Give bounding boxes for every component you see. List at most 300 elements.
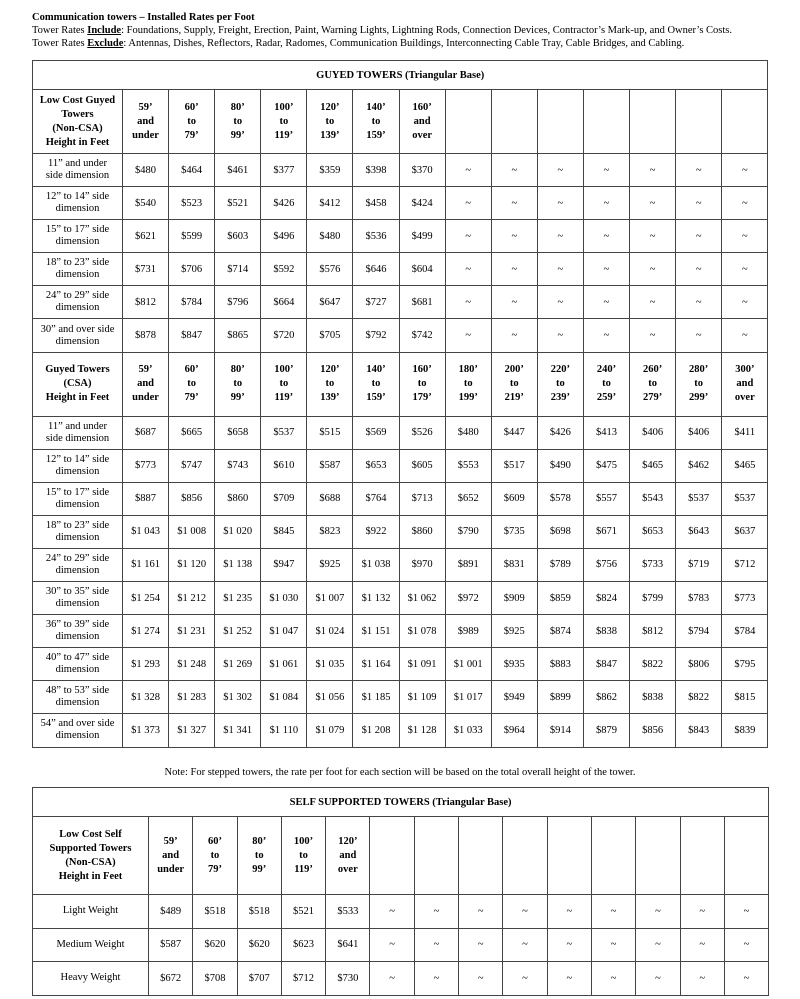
guyed-noncsa-rate-cell: ~ xyxy=(630,187,676,220)
guyed-csa-rate-cell: $964 xyxy=(491,714,537,747)
guyed-csa-height-range xyxy=(307,352,353,416)
selfsup-rate-cell: $730 xyxy=(326,962,370,996)
selfsup-rate-cell: $587 xyxy=(149,928,193,962)
guyed-csa-rate-cell: $543 xyxy=(630,482,676,515)
selfsup-label-line: Supported Towers xyxy=(49,842,132,854)
guyed-csa-height-line: 100’ xyxy=(274,364,294,376)
guyed-noncsa-rate-cell: ~ xyxy=(445,187,491,220)
guyed-csa-rate-cell: $856 xyxy=(630,714,676,747)
guyed-noncsa-row-label xyxy=(33,220,123,253)
guyed-csa-rate-cell: $1 020 xyxy=(215,515,261,548)
guyed-noncsa-rate-cell: $878 xyxy=(123,319,169,352)
guyed-csa-height-range xyxy=(169,352,215,416)
include-line: Tower Rates Include: Foundations, Supply, Freight, Erection, Paint, Warning Lights, Lightning Rods, Connection Devices, Contractor’s Mark-up, and Owner’s Costs. xyxy=(32,25,733,36)
guyed-csa-rate-cell: $1 061 xyxy=(261,648,307,681)
guyed-csa-row-label xyxy=(33,548,123,581)
guyed-csa-height-range xyxy=(491,352,537,416)
guyed-csa-rate-cell: $735 xyxy=(491,515,537,548)
guyed-csa-rate-cell: $845 xyxy=(261,515,307,548)
guyed-noncsa-rate-cell: $536 xyxy=(353,220,399,253)
guyed-noncsa-rate-cell: ~ xyxy=(676,319,722,352)
guyed-noncsa-rate-cell: ~ xyxy=(676,286,722,319)
guyed-csa-rate-cell: $1 033 xyxy=(445,714,491,747)
guyed-csa-rate-cell: $1 084 xyxy=(261,681,307,714)
selfsup-label-line: (Non-CSA) xyxy=(65,856,116,868)
guyed-csa-row-label xyxy=(33,515,123,548)
guyed-noncsa-rate-cell: $784 xyxy=(169,286,215,319)
guyed-noncsa-rate-cell: ~ xyxy=(445,286,491,319)
selfsup-height-range xyxy=(193,817,237,895)
guyed-noncsa-height-range xyxy=(399,90,445,154)
guyed-csa-rate-cell: $1 274 xyxy=(123,615,169,648)
selfsup-row-label-line: Medium Weight xyxy=(56,938,125,950)
selfsup-rate-cell: ~ xyxy=(459,895,503,929)
guyed-csa-rate-cell: $1 212 xyxy=(169,582,215,615)
guyed-csa-row-label-line: dimension xyxy=(55,531,100,543)
guyed-csa-rate-cell: $970 xyxy=(399,548,445,581)
guyed-noncsa-height-line: 119’ xyxy=(274,129,294,141)
guyed-csa-height-range xyxy=(261,352,307,416)
guyed-noncsa-rate-cell: ~ xyxy=(445,220,491,253)
guyed-noncsa-rate-cell: ~ xyxy=(676,220,722,253)
guyed-noncsa-rate-cell: $458 xyxy=(353,187,399,220)
selfsup-rate-cell: $712 xyxy=(281,962,325,996)
guyed-title: GUYED TOWERS (Triangular Base) xyxy=(33,61,768,90)
guyed-noncsa-rate-cell: $792 xyxy=(353,319,399,352)
guyed-csa-rate-cell: $899 xyxy=(537,681,583,714)
selfsup-height-range xyxy=(547,817,591,895)
guyed-csa-rate-cell: $1 024 xyxy=(307,615,353,648)
guyed-csa-rate-cell: $1 302 xyxy=(215,681,261,714)
guyed-csa-height-line: to xyxy=(417,378,427,390)
selfsup-rate-cell: ~ xyxy=(370,928,414,962)
selfsup-rate-cell: $620 xyxy=(237,928,281,962)
selfsup-height-line: to xyxy=(254,849,264,861)
guyed-csa-rate-cell: $1 038 xyxy=(353,548,399,581)
guyed-csa-row-label-line: dimension xyxy=(55,697,100,709)
selfsup-rate-cell: $489 xyxy=(149,895,193,929)
selfsup-height-range xyxy=(414,817,458,895)
guyed-csa-rate-cell: $688 xyxy=(307,482,353,515)
guyed-csa-row-label xyxy=(33,416,123,449)
guyed-noncsa-row-label-line: 12” to 14” side xyxy=(45,191,110,203)
guyed-noncsa-height-range xyxy=(583,90,629,154)
guyed-csa-height-line: to xyxy=(463,378,473,390)
guyed-csa-rate-cell: $824 xyxy=(583,582,629,615)
guyed-noncsa-height-range xyxy=(307,90,353,154)
guyed-csa-rate-cell: $1 035 xyxy=(307,648,353,681)
guyed-noncsa-height-range xyxy=(353,90,399,154)
guyed-noncsa-height-range xyxy=(630,90,676,154)
guyed-csa-rate-cell: $643 xyxy=(676,515,722,548)
guyed-csa-rate-cell: $569 xyxy=(353,416,399,449)
guyed-csa-rate-cell: $687 xyxy=(123,416,169,449)
guyed-csa-rate-cell: $537 xyxy=(722,482,768,515)
guyed-noncsa-row-label-line: 24” to 29” side xyxy=(45,290,110,302)
guyed-csa-rate-cell: $406 xyxy=(676,416,722,449)
guyed-noncsa-rate-cell: $377 xyxy=(261,154,307,187)
guyed-csa-height-line: to xyxy=(187,378,197,390)
guyed-csa-rate-cell: $658 xyxy=(215,416,261,449)
selfsup-rate-cell: ~ xyxy=(680,962,724,996)
guyed-csa-rate-cell: $1 151 xyxy=(353,615,399,648)
guyed-noncsa-rate-cell: ~ xyxy=(491,220,537,253)
guyed-csa-height-line: 259’ xyxy=(596,392,617,404)
guyed-noncsa-row-label xyxy=(33,319,123,352)
exclude-line: Tower Rates Exclude: Antennas, Dishes, Reflectors, Radar, Radomes, Communication Buildings, Interconnecting Cable Tray, Cable Bridges, and Cabling. xyxy=(32,38,685,49)
guyed-csa-row-label-line: dimension xyxy=(55,598,100,610)
guyed-csa-rate-cell: $1 235 xyxy=(215,582,261,615)
guyed-csa-rate-cell: $1 110 xyxy=(261,714,307,747)
guyed-csa-rate-cell: $925 xyxy=(491,615,537,648)
guyed-csa-height-line: to xyxy=(694,378,704,390)
guyed-noncsa-rate-cell: ~ xyxy=(676,154,722,187)
guyed-noncsa-rate-cell: ~ xyxy=(630,286,676,319)
guyed-csa-rate-cell: $733 xyxy=(630,548,676,581)
guyed-csa-rate-cell: $860 xyxy=(399,515,445,548)
selfsup-rate-cell: ~ xyxy=(591,928,635,962)
guyed-csa-height-line: to xyxy=(509,378,519,390)
guyed-noncsa-rate-cell: $480 xyxy=(307,220,353,253)
selfsup-rate-cell: $518 xyxy=(193,895,237,929)
guyed-csa-rate-cell: $922 xyxy=(353,515,399,548)
guyed-noncsa-rate-cell: $496 xyxy=(261,220,307,253)
guyed-title-row xyxy=(33,61,768,90)
guyed-csa-row xyxy=(33,648,768,681)
guyed-noncsa-rate-cell: ~ xyxy=(630,220,676,253)
guyed-csa-rate-cell: $773 xyxy=(123,449,169,482)
guyed-csa-height-line: 119’ xyxy=(274,392,294,404)
guyed-csa-height-line: 279’ xyxy=(642,392,663,404)
guyed-csa-rate-cell: $587 xyxy=(307,449,353,482)
guyed-csa-rate-cell: $879 xyxy=(583,714,629,747)
guyed-csa-rate-cell: $1 269 xyxy=(215,648,261,681)
guyed-noncsa-height-line: under xyxy=(132,129,159,141)
guyed-noncsa-rate-cell: ~ xyxy=(491,319,537,352)
guyed-csa-height-line: 140’ xyxy=(366,364,386,376)
selfsup-row-label-line: Heavy Weight xyxy=(60,972,121,984)
guyed-noncsa-label-line: Low Cost Guyed xyxy=(39,94,116,106)
guyed-csa-height-line: and xyxy=(736,378,754,390)
selfsup-height-line: and xyxy=(162,849,180,861)
guyed-csa-row-label xyxy=(33,449,123,482)
guyed-csa-height-line: to xyxy=(371,378,381,390)
guyed-csa-rate-cell: $860 xyxy=(215,482,261,515)
guyed-csa-row xyxy=(33,714,768,747)
selfsup-rate-cell: $533 xyxy=(326,895,370,929)
guyed-noncsa-row-label xyxy=(33,253,123,286)
guyed-csa-rate-cell: $515 xyxy=(307,416,353,449)
selfsup-height-label xyxy=(33,817,149,895)
guyed-csa-rate-cell: $839 xyxy=(722,714,768,747)
guyed-csa-rate-cell: $1 030 xyxy=(261,582,307,615)
selfsup-rate-cell: ~ xyxy=(591,962,635,996)
guyed-noncsa-height-line: 99’ xyxy=(230,129,245,141)
guyed-csa-row-label-line: 36” to 39” side xyxy=(45,619,110,631)
guyed-csa-label-line: Guyed Towers xyxy=(45,364,110,376)
guyed-csa-row-label-line: dimension xyxy=(55,664,100,676)
guyed-csa-row-label-line: dimension xyxy=(55,631,100,643)
guyed-csa-height-line: 180’ xyxy=(458,364,478,376)
stepped-towers-note: Note: For stepped towers, the rate per foot for each section will be based on the total overall height of the tower. xyxy=(164,767,636,778)
guyed-csa-height-line: and xyxy=(137,378,155,390)
selfsup-height-range xyxy=(591,817,635,895)
guyed-csa-rate-cell: $610 xyxy=(261,449,307,482)
selfsup-height-line: 80’ xyxy=(252,835,267,847)
guyed-csa-rate-cell: $1 017 xyxy=(445,681,491,714)
guyed-csa-rate-cell: $1 254 xyxy=(123,582,169,615)
guyed-noncsa-height-range xyxy=(261,90,307,154)
guyed-csa-rate-cell: $838 xyxy=(630,681,676,714)
guyed-noncsa-rate-cell: $461 xyxy=(215,154,261,187)
guyed-noncsa-height-line: 159’ xyxy=(366,129,386,141)
guyed-csa-row xyxy=(33,449,768,482)
guyed-noncsa-row xyxy=(33,319,768,352)
guyed-csa-height-line: 60’ xyxy=(184,364,199,376)
guyed-noncsa-rate-cell: ~ xyxy=(537,319,583,352)
selfsup-rate-cell: ~ xyxy=(503,962,547,996)
guyed-csa-rate-cell: $874 xyxy=(537,615,583,648)
selfsup-height-line: and xyxy=(339,849,357,861)
selfsup-height-range xyxy=(281,817,325,895)
guyed-csa-rate-cell: $799 xyxy=(630,582,676,615)
guyed-csa-row-label-line: 18” to 23” side xyxy=(45,519,110,531)
guyed-csa-row-label-line: 24” to 29” side xyxy=(45,552,110,564)
guyed-csa-height-line: over xyxy=(734,392,755,404)
guyed-csa-row-label-line: 12” to 14” side xyxy=(45,453,110,465)
guyed-noncsa-rate-cell: $742 xyxy=(399,319,445,352)
guyed-noncsa-rate-cell: $796 xyxy=(215,286,261,319)
guyed-csa-rate-cell: $1 047 xyxy=(261,615,307,648)
guyed-csa-rate-cell: $806 xyxy=(676,648,722,681)
guyed-csa-height-range xyxy=(353,352,399,416)
selfsup-rate-cell: ~ xyxy=(503,928,547,962)
guyed-csa-row-label-line: 40” to 47” side xyxy=(45,652,110,664)
guyed-csa-rate-cell: $1 079 xyxy=(307,714,353,747)
guyed-csa-rate-cell: $862 xyxy=(583,681,629,714)
guyed-noncsa-rate-cell: ~ xyxy=(445,253,491,286)
guyed-csa-rate-cell: $557 xyxy=(583,482,629,515)
guyed-csa-row xyxy=(33,615,768,648)
guyed-noncsa-rate-cell: $647 xyxy=(307,286,353,319)
guyed-csa-rate-cell: $1 252 xyxy=(215,615,261,648)
selfsup-rate-cell: ~ xyxy=(459,962,503,996)
guyed-csa-row-label xyxy=(33,482,123,515)
guyed-csa-height-line: 239’ xyxy=(550,392,571,404)
selfsup-title: SELF SUPPORTED TOWERS (Triangular Base) xyxy=(33,788,769,817)
guyed-csa-rate-cell: $1 231 xyxy=(169,615,215,648)
guyed-csa-row xyxy=(33,681,768,714)
guyed-csa-height-line: 260’ xyxy=(642,364,663,376)
guyed-csa-height-line: 99’ xyxy=(230,392,245,404)
guyed-csa-height-range xyxy=(537,352,583,416)
guyed-noncsa-height-line: 59’ xyxy=(138,101,153,113)
guyed-noncsa-rate-cell: $604 xyxy=(399,253,445,286)
selfsup-rate-cell: $521 xyxy=(281,895,325,929)
guyed-csa-label-line: Height in Feet xyxy=(45,392,110,404)
guyed-csa-rate-cell: $665 xyxy=(169,416,215,449)
guyed-csa-rate-cell: $1 138 xyxy=(215,548,261,581)
guyed-csa-height-line: 240’ xyxy=(596,364,617,376)
guyed-noncsa-rate-cell: $480 xyxy=(123,154,169,187)
guyed-csa-header-row xyxy=(33,352,768,416)
selfsup-height-line: 120’ xyxy=(338,835,358,847)
guyed-csa-rate-cell: $859 xyxy=(537,582,583,615)
guyed-csa-rate-cell: $537 xyxy=(261,416,307,449)
guyed-csa-height-line: 199’ xyxy=(458,392,478,404)
selfsup-height-line: to xyxy=(299,849,308,861)
guyed-csa-rate-cell: $1 293 xyxy=(123,648,169,681)
guyed-noncsa-rate-cell: $464 xyxy=(169,154,215,187)
guyed-noncsa-row xyxy=(33,253,768,286)
selfsup-height-range xyxy=(680,817,724,895)
selfsup-height-range xyxy=(636,817,680,895)
selfsup-row-label xyxy=(33,895,149,929)
guyed-csa-row-label-line: side dimension xyxy=(45,432,110,444)
guyed-csa-rate-cell: $935 xyxy=(491,648,537,681)
guyed-noncsa-rate-cell: $521 xyxy=(215,187,261,220)
guyed-noncsa-rate-cell: $359 xyxy=(307,154,353,187)
guyed-csa-row xyxy=(33,515,768,548)
guyed-csa-rate-cell: $713 xyxy=(399,482,445,515)
selfsup-height-line: to xyxy=(210,849,220,861)
guyed-noncsa-height-line: 79’ xyxy=(184,129,199,141)
guyed-csa-height-range xyxy=(445,352,491,416)
guyed-noncsa-rate-cell: $621 xyxy=(123,220,169,253)
guyed-noncsa-rate-cell: ~ xyxy=(583,187,629,220)
guyed-csa-row-label-line: 11” and under xyxy=(47,420,108,432)
guyed-noncsa-height-line: 139’ xyxy=(320,129,340,141)
guyed-csa-row xyxy=(33,548,768,581)
selfsup-rate-cell: ~ xyxy=(724,962,768,996)
guyed-csa-height-line: 139’ xyxy=(320,392,340,404)
guyed-csa-rate-cell: $578 xyxy=(537,482,583,515)
guyed-csa-height-line: 200’ xyxy=(504,364,524,376)
selfsup-height-line: over xyxy=(337,863,358,875)
guyed-noncsa-rate-cell: ~ xyxy=(537,253,583,286)
guyed-noncsa-row-label xyxy=(33,187,123,220)
guyed-csa-rate-cell: $462 xyxy=(676,449,722,482)
guyed-noncsa-row-label-line: dimension xyxy=(55,236,100,248)
guyed-noncsa-rate-cell: $847 xyxy=(169,319,215,352)
guyed-csa-rate-cell: $517 xyxy=(491,449,537,482)
guyed-noncsa-rate-cell: $603 xyxy=(215,220,261,253)
guyed-csa-height-line: 59’ xyxy=(138,364,153,376)
guyed-noncsa-row xyxy=(33,286,768,319)
guyed-csa-rate-cell: $789 xyxy=(537,548,583,581)
guyed-csa-rate-cell: $838 xyxy=(583,615,629,648)
guyed-noncsa-height-line: to xyxy=(187,115,197,127)
guyed-csa-rate-cell: $1 109 xyxy=(399,681,445,714)
selfsup-height-range xyxy=(370,817,414,895)
selfsup-title-row xyxy=(33,788,769,817)
selfsup-rate-cell: ~ xyxy=(547,895,591,929)
selfsup-height-range xyxy=(326,817,370,895)
selfsup-height-range xyxy=(459,817,503,895)
guyed-noncsa-height-range xyxy=(537,90,583,154)
guyed-csa-row-label-line: dimension xyxy=(55,564,100,576)
guyed-noncsa-rate-cell: $599 xyxy=(169,220,215,253)
guyed-noncsa-row-label xyxy=(33,286,123,319)
guyed-csa-rate-cell: $856 xyxy=(169,482,215,515)
guyed-csa-rate-cell: $909 xyxy=(491,582,537,615)
guyed-noncsa-height-range xyxy=(445,90,491,154)
guyed-noncsa-row-label-line: dimension xyxy=(55,203,100,215)
selfsup-height-range xyxy=(149,817,193,895)
guyed-csa-rate-cell: $784 xyxy=(722,615,768,648)
guyed-csa-height-line: 160’ xyxy=(412,364,432,376)
guyed-noncsa-height-range xyxy=(722,90,768,154)
guyed-noncsa-height-line: to xyxy=(233,115,243,127)
selfsup-height-range xyxy=(503,817,547,895)
guyed-csa-rate-cell: $605 xyxy=(399,449,445,482)
guyed-noncsa-rate-cell: ~ xyxy=(722,286,768,319)
selfsup-rate-cell: ~ xyxy=(370,962,414,996)
guyed-csa-row-label-line: dimension xyxy=(55,465,100,477)
guyed-csa-height-line: to xyxy=(279,378,289,390)
guyed-csa-rate-cell: $406 xyxy=(630,416,676,449)
guyed-csa-rate-cell: $1 056 xyxy=(307,681,353,714)
guyed-noncsa-row-label xyxy=(33,154,123,187)
guyed-noncsa-rate-cell: $727 xyxy=(353,286,399,319)
guyed-noncsa-rate-cell: ~ xyxy=(630,154,676,187)
guyed-csa-rate-cell: $475 xyxy=(583,449,629,482)
guyed-csa-rate-cell: $949 xyxy=(491,681,537,714)
guyed-noncsa-rate-cell: $424 xyxy=(399,187,445,220)
guyed-csa-rate-cell: $887 xyxy=(123,482,169,515)
guyed-noncsa-rate-cell: ~ xyxy=(676,253,722,286)
guyed-noncsa-row-label-line: side dimension xyxy=(45,170,110,182)
selfsup-rate-cell: ~ xyxy=(547,962,591,996)
guyed-csa-rate-cell: $465 xyxy=(630,449,676,482)
guyed-noncsa-rate-cell: $646 xyxy=(353,253,399,286)
self-supported-towers-table xyxy=(32,787,769,996)
guyed-csa-rate-cell: $1 327 xyxy=(169,714,215,747)
selfsup-rate-cell: ~ xyxy=(680,895,724,929)
guyed-noncsa-rate-cell: $865 xyxy=(215,319,261,352)
guyed-noncsa-rate-cell: ~ xyxy=(583,220,629,253)
guyed-noncsa-rate-cell: ~ xyxy=(722,154,768,187)
include-label: Include xyxy=(87,25,122,36)
guyed-csa-height-line: 299’ xyxy=(689,392,709,404)
guyed-csa-rate-cell: $815 xyxy=(722,681,768,714)
guyed-noncsa-height-line: and xyxy=(413,115,431,127)
guyed-csa-rate-cell: $1 132 xyxy=(353,582,399,615)
guyed-csa-height-range xyxy=(722,352,768,416)
guyed-csa-rate-cell: $653 xyxy=(353,449,399,482)
guyed-csa-height-line: to xyxy=(648,378,657,390)
selfsup-height-line: 60’ xyxy=(207,835,222,847)
guyed-csa-rate-cell: $1 091 xyxy=(399,648,445,681)
guyed-noncsa-rate-cell: $681 xyxy=(399,286,445,319)
selfsup-rate-cell: ~ xyxy=(414,962,458,996)
selfsup-rate-cell: $641 xyxy=(326,928,370,962)
guyed-csa-height-range xyxy=(399,352,445,416)
guyed-noncsa-rate-cell: ~ xyxy=(445,319,491,352)
guyed-csa-height-line: 179’ xyxy=(412,392,432,404)
selfsup-row xyxy=(33,962,769,996)
guyed-csa-rate-cell: $553 xyxy=(445,449,491,482)
guyed-noncsa-height-line: and xyxy=(137,115,155,127)
selfsup-rate-cell: ~ xyxy=(370,895,414,929)
selfsup-row-label xyxy=(33,928,149,962)
guyed-csa-row-label-line: dimension xyxy=(55,498,100,510)
guyed-csa-rate-cell: $480 xyxy=(445,416,491,449)
guyed-noncsa-rate-cell: $523 xyxy=(169,187,215,220)
guyed-csa-row-label-line: 54” and over side xyxy=(40,718,115,730)
guyed-noncsa-rate-cell: $370 xyxy=(399,154,445,187)
guyed-csa-height-label xyxy=(33,352,123,416)
